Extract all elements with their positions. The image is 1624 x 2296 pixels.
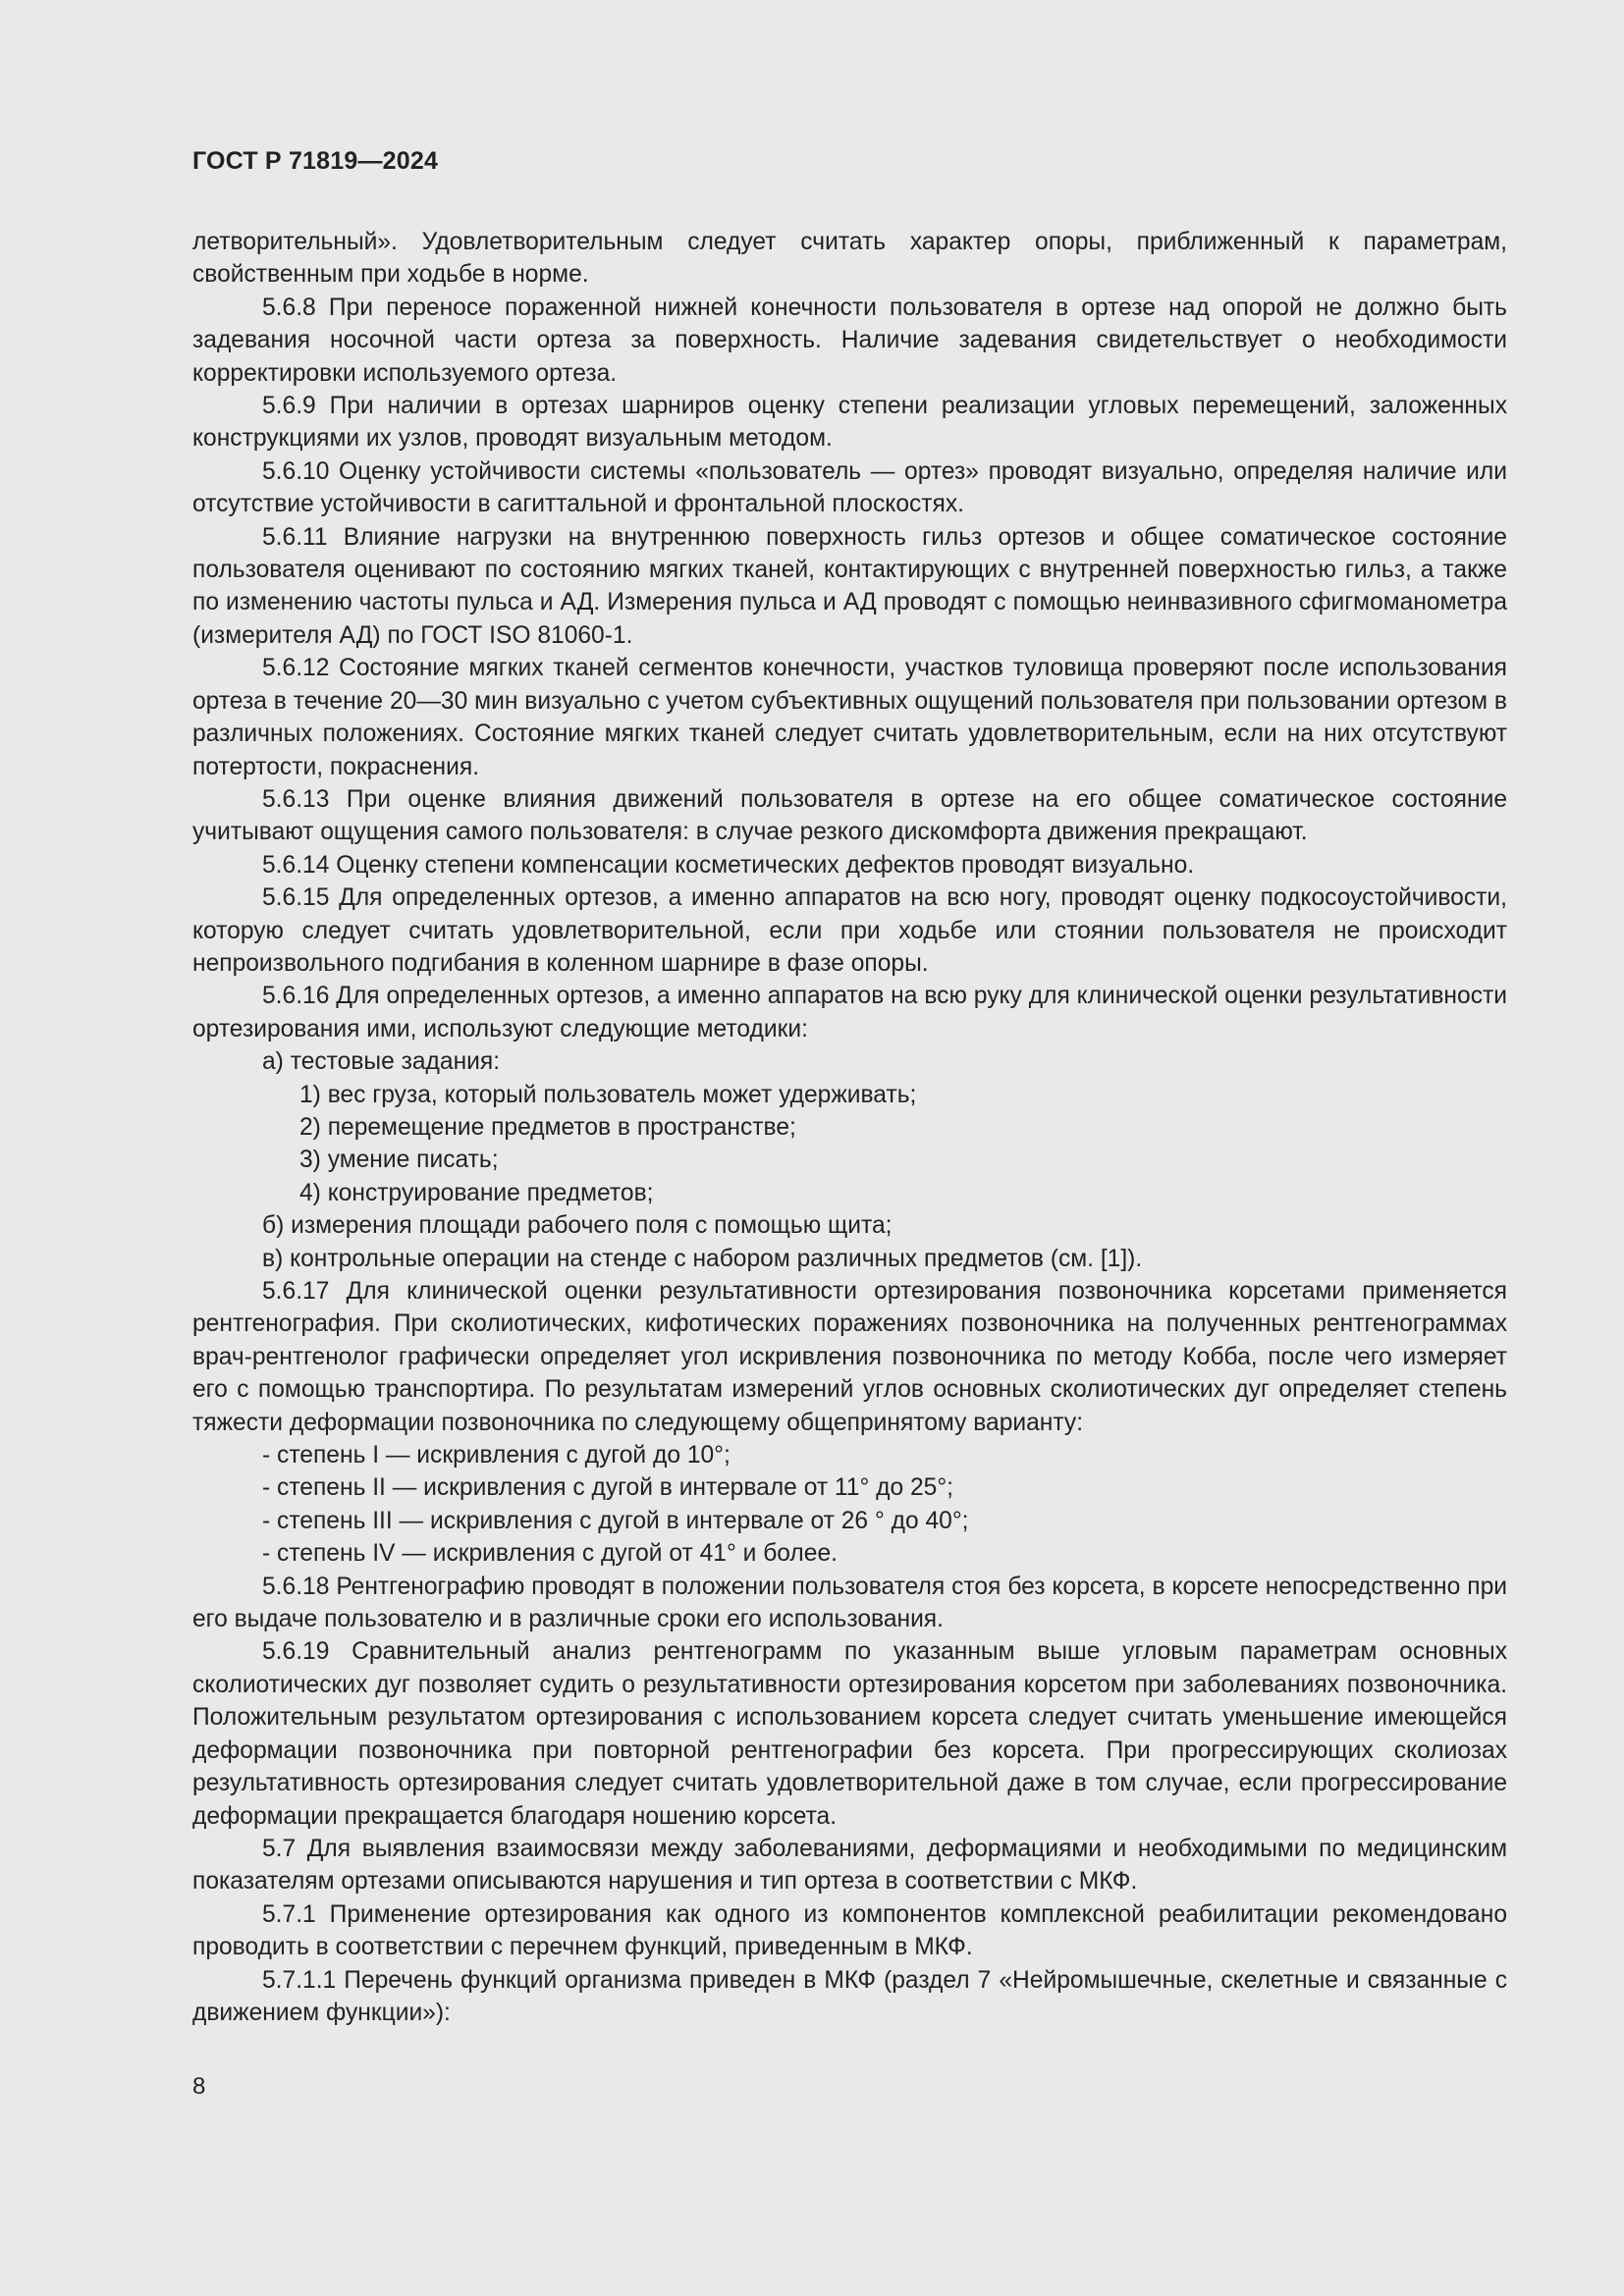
paragraph: 5.7.1.1 Перечень функций организма приведен в МКФ (раздел 7 «Нейромышечные, скелетные и связанные с движением функции»):: [192, 1966, 1507, 2026]
paragraph: 5.6.14 Оценку степени компенсации косметических дефектов проводят визуально.: [262, 851, 1195, 879]
paragraph: 5.6.16 Для определенных ортезов, а именно аппаратов на всю руку для клинической оценки результативности ортезирования ими, используют следующие методики:: [192, 983, 1507, 1042]
paragraph: 5.6.11 Влияние нагрузки на внутреннюю поверхность гильз ортезов и общее соматическое состояние пользователя оценивают по состоянию мягких тканей, контактирующих с внутренней поверхностью гильз, а также по изменению частоты пульса и АД. Измерения пульса и АД проводят с помощью неинвазивного сфигмоманометра (измерителя АД) по ГОСТ ISO 81060-1.: [192, 523, 1507, 649]
list-item: б) измерения площади рабочего поля с помощью щита;: [262, 1212, 893, 1240]
document-header: ГОСТ Р 71819—2024: [192, 147, 439, 175]
paragraph: 5.6.10 Оценку устойчивости системы «пользователь — ортез» проводят визуально, определяя наличие или отсутствие устойчивости в сагиттальной и фронтальной плоскостях.: [192, 457, 1507, 518]
list-item: 2) перемещение предметов в пространстве;: [299, 1113, 796, 1141]
paragraph: 5.7.1 Применение ортезирования как одного из компонентов комплексной реабилитации рекомендовано проводить в соответствии с перечнем функций, приведенным в МКФ.: [192, 1900, 1507, 1961]
list-item: - степень I — искривления с дугой до 10°;: [262, 1442, 731, 1469]
paragraph: летворительный». Удовлетворительным следует считать характер опоры, приближенный к параметрам, свойственным при ходьбе в норме.: [192, 229, 1507, 289]
paragraph: 5.6.13 При оценке влияния движений пользователя в ортезе на его общее соматическое состояние учитывают ощущения самого пользователя: в случае резкого дискомфорта движения прекращают.: [192, 785, 1507, 846]
paragraph: 5.6.12 Состояние мягких тканей сегментов конечности, участков туловища проверяют после использования ортеза в течение 20—30 мин визуально с учетом субъективных ощущений пользователя при пользовании ортезом в различных положениях. Состояние мягких тканей следует считать удовлетворительным, если на них отсутствуют потертости, покраснения.: [192, 655, 1507, 780]
list-item: - степень III — искривления с дугой в интервале от 26 ° до 40°;: [262, 1507, 969, 1534]
document-body: [192, 226, 1507, 2029]
paragraph: 5.6.15 Для определенных ортезов, а именно аппаратов на всю ногу, проводят оценку подкосоустойчивости, которую следует считать удовлетворительной, если при ходьбе или стоянии пользователя не происходит непроизвольного подгибания в коленном шарнире в фазе опоры.: [192, 884, 1507, 977]
list-item: в) контрольные операции на стенде с набором различных предметов (см. [1]).: [262, 1245, 1143, 1272]
paragraph: 5.6.19 Сравнительный анализ рентгенограмм по указанным выше угловым параметрам основных сколиотических дуг позволяет судить о результативности ортезирования корсетом при заболеваниях позвоночника. Положительным результатом ортезирования с использованием корсета следует считать уменьшение имеющейся деформации позвоночника при повторной рентгенографии без корсета. При прогрессирующих сколиозах результативность ортезирования следует считать удовлетворительной даже в том случае, если прогрессирование деформации прекращается благодаря ношению корсета.: [192, 1638, 1507, 1830]
list-item: 3) умение писать;: [299, 1147, 499, 1174]
paragraph: 5.7 Для выявления взаимосвязи между заболеваниями, деформациями и необходимыми по медицинским показателям ортезами описываются нарушения и тип ортеза в соответствии с МКФ.: [192, 1835, 1507, 1896]
list-item: а) тестовые задания:: [262, 1048, 501, 1076]
paragraph: 5.6.18 Рентгенографию проводят в положении пользователя стоя без корсета, в корсете непосредственно при его выдаче пользователю и в различные сроки его использования.: [192, 1573, 1507, 1633]
list-item: 4) конструирование предметов;: [299, 1179, 654, 1206]
paragraph: 5.6.17 Для клинической оценки результативности ортезирования позвоночника корсетами применяется рентгенография. При сколиотических, кифотических поражениях позвоночника на полученных рентгенограммах врач-рентгенолог графически определяет угол искривления позвоночника по методу Кобба, после чего измеряет его с помощью транспортира. По результатам измерений углов основных сколиотических дуг определяет степень тяжести деформации позвоночника по следующему общепринятому варианту:: [192, 1278, 1507, 1436]
page-number: 8: [192, 2073, 206, 2100]
paragraph: 5.6.9 При наличии в ортезах шарниров оценку степени реализации угловых перемещений, заложенных конструкциями их узлов, проводят визуальным методом.: [192, 393, 1507, 453]
list-item: - степень II — искривления с дугой в интервале от 11° до 25°;: [262, 1474, 954, 1502]
paragraph: 5.6.8 При переносе пораженной нижней конечности пользователя в ортезе над опорой не должно быть задевания носочной части ортеза за поверхность. Наличие задевания свидетельствует о необходимости корректировки используемого ортеза.: [192, 294, 1507, 387]
list-item: 1) вес груза, который пользователь может удерживать;: [299, 1081, 917, 1108]
list-item: - степень IV — искривления с дугой от 41° и более.: [262, 1540, 838, 1568]
